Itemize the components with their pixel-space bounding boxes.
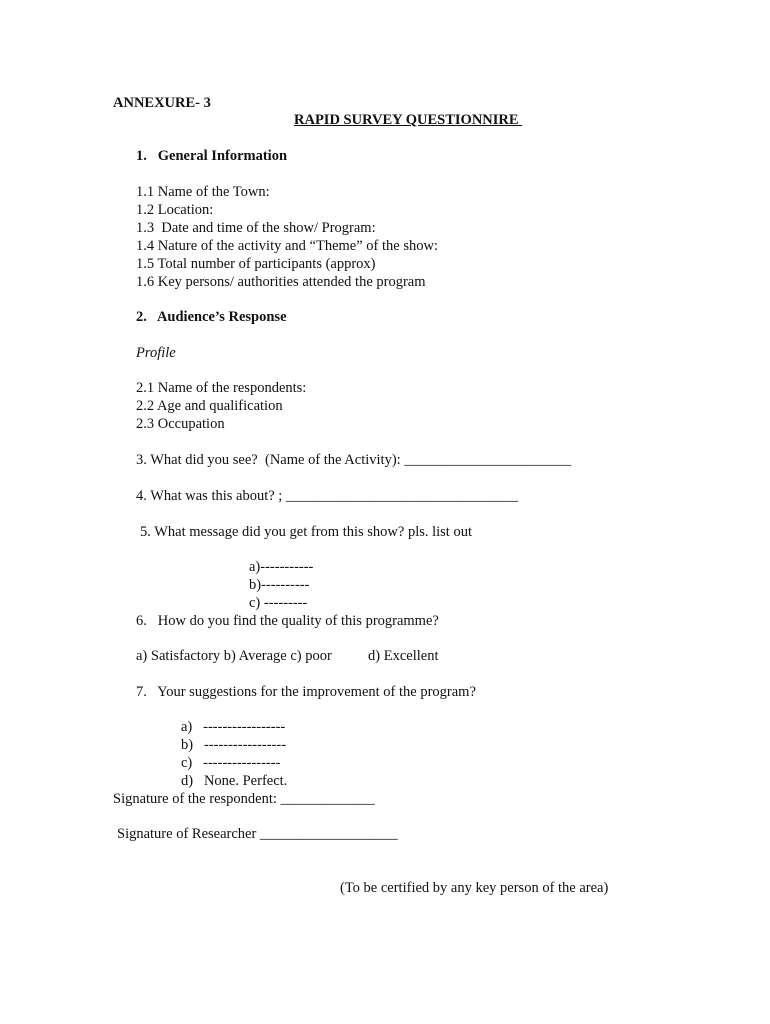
question-3: 3. What did you see? (Name of the Activity): _______________________ (136, 452, 572, 468)
q6-options: a) Satisfactory b) Average c) poor d) Excellent (136, 648, 439, 664)
signature-respondent: Signature of the respondent: _____________ (113, 791, 375, 807)
section1-heading: 1. General Information (136, 148, 288, 164)
question-5: 5. What message did you get from this show? pls. list out (140, 524, 472, 540)
certification-note: (To be certified by any key person of the area) (340, 880, 609, 896)
item-occupation: 2.3 Occupation (136, 416, 225, 432)
q7-option-a: a) ----------------- (181, 719, 286, 735)
question-6: 6. How do you find the quality of this programme? (136, 613, 439, 629)
annexure-label: ANNEXURE- 3 (113, 95, 211, 111)
item-key-persons: 1.6 Key persons/ authorities attended the program (136, 274, 426, 290)
item-town-name: 1.1 Name of the Town: (136, 184, 270, 200)
profile-label: Profile (136, 345, 176, 361)
q7-option-b: b) ----------------- (181, 737, 287, 753)
question-4: 4. What was this about? ; ________________________________ (136, 488, 518, 504)
item-location: 1.2 Location: (136, 202, 214, 218)
q7-option-d: d) None. Perfect. (181, 773, 288, 789)
item-respondent-name: 2.1 Name of the respondents: (136, 380, 307, 396)
item-date-time: 1.3 Date and time of the show/ Program: (136, 220, 376, 236)
q5-option-c: c) --------- (249, 595, 308, 611)
item-participants: 1.5 Total number of participants (approx) (136, 256, 376, 272)
item-age-qualification: 2.2 Age and qualification (136, 398, 283, 414)
q5-option-b: b)---------- (249, 577, 310, 593)
q5-option-a: a)----------- (249, 559, 314, 575)
item-nature-theme: 1.4 Nature of the activity and “Theme” of the show: (136, 238, 438, 254)
page-title: RAPID SURVEY QUESTIONNIRE (294, 112, 523, 128)
section2-heading: 2. Audience’s Response (136, 309, 287, 325)
question-7: 7. Your suggestions for the improvement of the program? (136, 684, 476, 700)
signature-researcher: Signature of Researcher ___________________ (117, 826, 398, 842)
q7-option-c: c) ---------------- (181, 755, 281, 771)
